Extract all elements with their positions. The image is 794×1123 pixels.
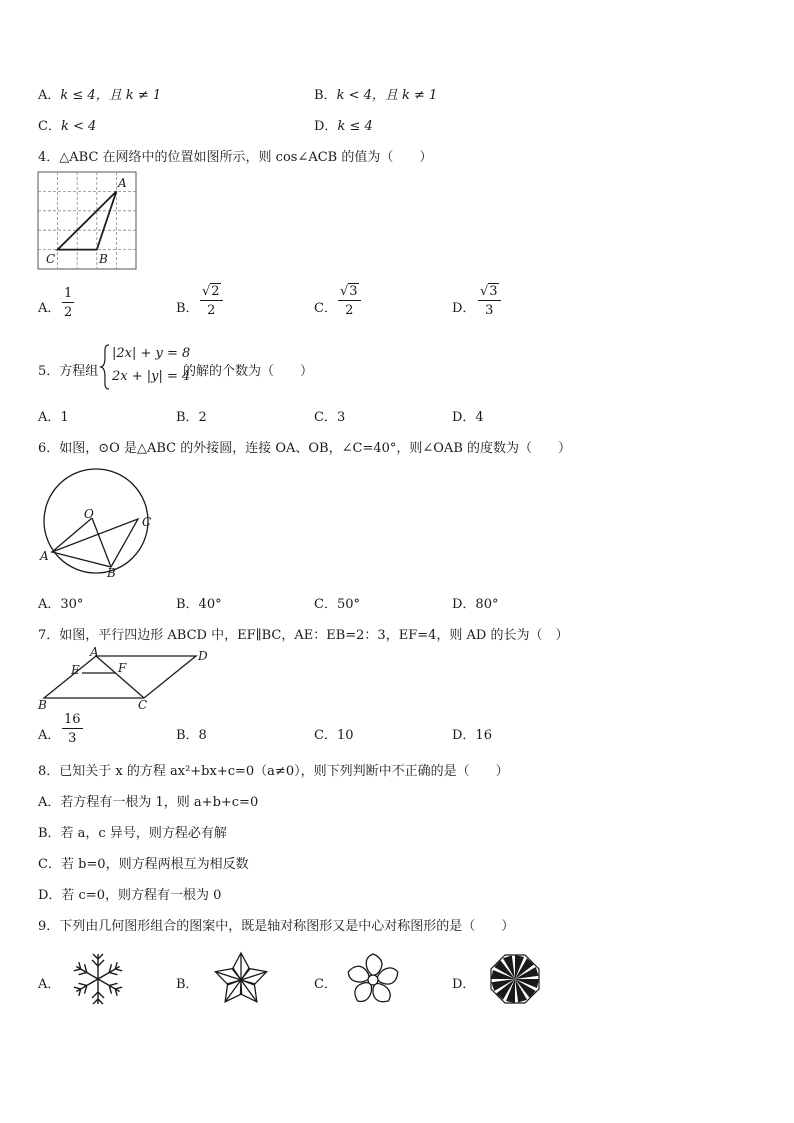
q7-option-d: D．16 xyxy=(452,728,492,743)
radicand: 3 xyxy=(349,284,358,299)
q6-option-d: D．80° xyxy=(452,597,499,612)
sqrt-symbol: √ xyxy=(202,284,211,299)
q5-option-c: C．3 xyxy=(314,410,346,425)
option-math: k < 4 xyxy=(60,119,97,134)
q4-option-d-fraction xyxy=(478,285,501,317)
q9-option-d: D． xyxy=(452,977,476,992)
pinwheel-flower-icon xyxy=(345,952,401,1008)
numerator xyxy=(338,285,361,300)
q6-option-c: C．50° xyxy=(314,597,360,612)
label-b: B xyxy=(38,698,47,712)
q5-prefix: 5．方程组 xyxy=(38,364,99,379)
q9-stem: 9．下列由几何图形组合的图案中，既是轴对称图形又是中心对称图形的是（ ） xyxy=(38,919,515,934)
denominator: 2 xyxy=(345,303,354,318)
option-letter: D． xyxy=(314,119,338,134)
label-a: A xyxy=(118,176,127,190)
option-math: k < 4，且 k ≠ 1 xyxy=(336,88,438,103)
q7-option-c: C．10 xyxy=(314,728,354,743)
pinwheel-star-icon xyxy=(487,951,543,1007)
q7-stem: 7．如图，平行四边形 ABCD 中，EF∥BC，AE：EB=2：3，EF=4，则 AD 的长为（ ） xyxy=(38,628,569,643)
denominator: 2 xyxy=(64,305,73,320)
option-letter: C． xyxy=(38,119,61,134)
q4-option-a-letter: A． xyxy=(38,301,61,316)
q5-equation-1: |2x| + y = 8 xyxy=(112,346,191,361)
option-letter: A． xyxy=(38,88,61,103)
q5-option-a: A．1 xyxy=(38,410,69,425)
q9-option-a: A． xyxy=(38,977,61,992)
q5-option-d: D．4 xyxy=(452,410,484,425)
triangle-abc xyxy=(58,191,117,249)
q7-option-b: B．8 xyxy=(176,728,207,743)
numerator: 1 xyxy=(64,286,73,301)
q4-option-a-fraction xyxy=(62,287,74,319)
q6-circle-figure xyxy=(34,468,164,583)
numerator xyxy=(478,285,501,300)
brace-icon xyxy=(100,344,110,390)
q4-grid-figure xyxy=(38,172,138,272)
q8-option-b: B．若 a，c 异号，则方程必有解 xyxy=(38,826,227,841)
q3-option-c xyxy=(38,115,96,134)
option-letter: B． xyxy=(314,88,337,103)
q8-option-c: C．若 b=0，则方程两根互为相反数 xyxy=(38,857,249,872)
q4-option-c-letter: C． xyxy=(314,301,337,316)
snowflake-icon xyxy=(71,952,125,1006)
label-e: E xyxy=(71,663,80,677)
label-b: B xyxy=(107,566,116,580)
q4-stem: 4．△ABC 在网络中的位置如图所示，则 cos∠ACB 的值为（ ） xyxy=(38,150,433,165)
q4-option-d-letter: D． xyxy=(452,301,476,316)
numerator: 16 xyxy=(64,712,81,727)
sqrt-symbol: √ xyxy=(340,284,349,299)
label-a: A xyxy=(90,645,99,659)
q6-stem: 6．如图，⊙O 是△ABC 的外接圆，连接 OA、OB，∠C=40°，则∠OAB 的度数为（ ） xyxy=(38,441,572,456)
radicand: 3 xyxy=(489,284,498,299)
q5-option-b: B．2 xyxy=(176,410,207,425)
denominator: 2 xyxy=(207,303,216,318)
denominator: 3 xyxy=(68,731,77,746)
q6-option-b: B．40° xyxy=(176,597,222,612)
q3-option-d xyxy=(314,115,373,134)
q4-option-b-fraction xyxy=(200,285,223,317)
q8-stem: 8．已知关于 x 的方程 ax²+bx+c=0（a≠0），则下列判断中不正确的是（ ） xyxy=(38,764,509,779)
q3-option-a xyxy=(38,84,161,103)
q9-option-b: B． xyxy=(176,977,199,992)
q5-suffix: 的解的个数为（ ） xyxy=(183,364,314,379)
label-a: A xyxy=(40,549,49,563)
q7-option-a-letter: A． xyxy=(38,728,61,743)
q5-equation-2: 2x + |y| = 4 xyxy=(112,369,191,384)
radicand: 2 xyxy=(211,284,220,299)
label-c: C xyxy=(142,515,152,529)
option-math: k ≤ 4 xyxy=(337,119,373,134)
q3-option-b xyxy=(314,84,437,103)
label-o: O xyxy=(84,507,94,521)
label-c: C xyxy=(46,252,56,266)
q4-option-b-letter: B． xyxy=(176,301,199,316)
pentagon-flower-icon xyxy=(213,952,269,1008)
q9-option-c: C． xyxy=(314,977,337,992)
sqrt-symbol: √ xyxy=(480,284,489,299)
q6-option-a: A．30° xyxy=(38,597,84,612)
label-b: B xyxy=(99,252,108,266)
denominator: 3 xyxy=(485,303,494,318)
label-d: D xyxy=(198,649,208,663)
q7-option-a-fraction xyxy=(62,713,83,745)
label-c: C xyxy=(138,698,148,712)
q7-parallelogram-figure xyxy=(36,646,211,714)
option-math: k ≤ 4，且 k ≠ 1 xyxy=(60,88,162,103)
label-f: F xyxy=(118,661,127,675)
q4-option-c-fraction xyxy=(338,285,361,317)
q8-option-a: A．若方程有一根为 1，则 a+b+c=0 xyxy=(38,795,259,810)
numerator xyxy=(200,285,223,300)
q8-option-d: D．若 c=0，则方程有一根为 0 xyxy=(38,888,222,903)
